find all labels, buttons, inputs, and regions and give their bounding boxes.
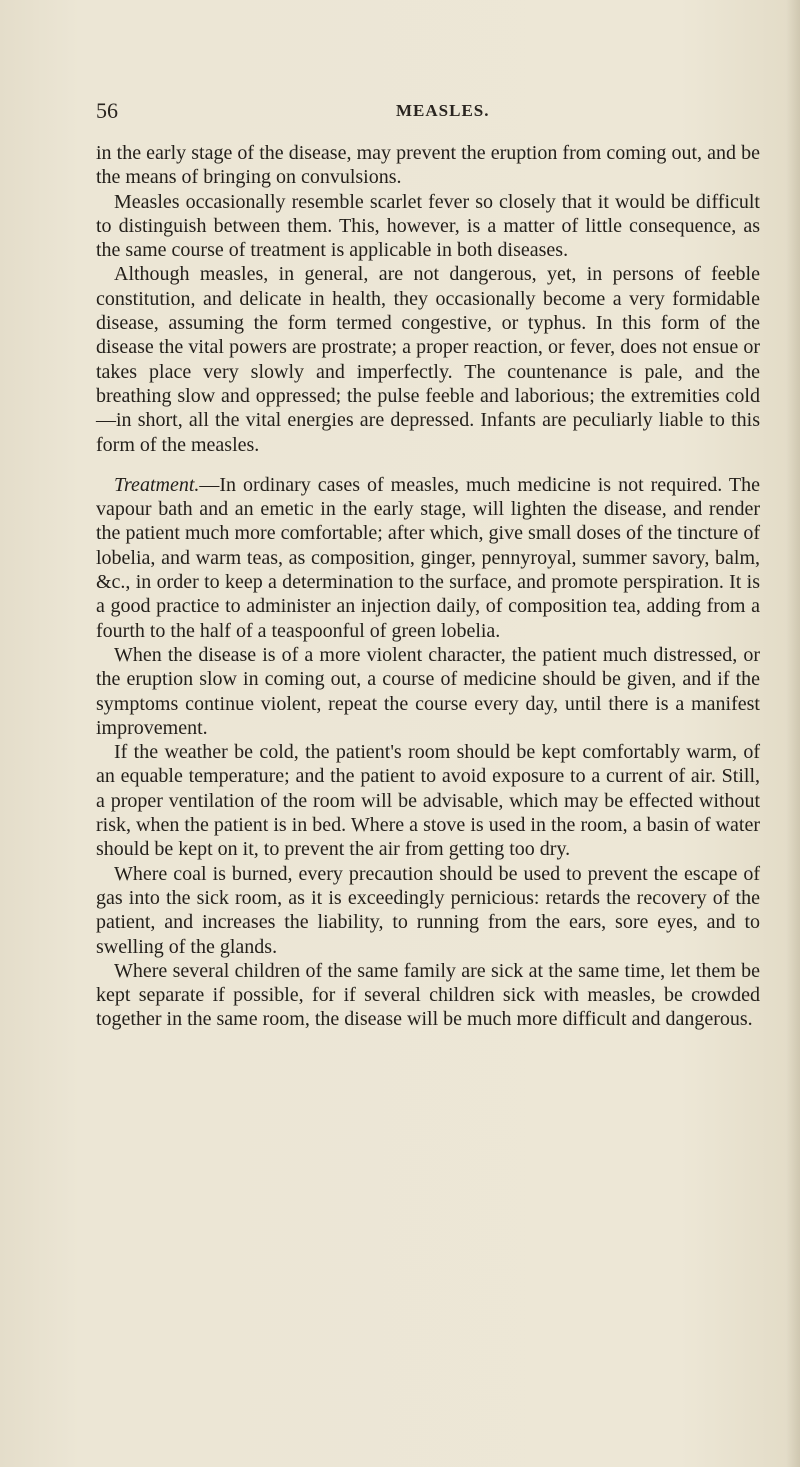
page-edge-shadow (786, 0, 800, 1467)
paragraph-treatment (96, 473, 760, 643)
paragraph-coal-gas: Where coal is burned, every precaution should be used to prevent the escape of gas into the sick room, as it is exceedingly pernicious: retards the recovery of the patient, and increases the liability, to running from the ears, sore eyes, and to swelling of the glands. (96, 862, 760, 958)
paragraph-continuation: in the early stage of the disease, may prevent the eruption from coming out, and be the means of bringing on convulsions. (96, 142, 760, 189)
paragraph-cold-weather: If the weather be cold, the patient's room should be kept comfortably warm, of an equable temperature; and the patient to avoid exposure to a current of air. Still, a proper ventilation of the room will be advisable, which may be effected without risk, when the patient is in bed. Where a stove is used in the room, a basin of water should be kept on it, to prevent the air from getting too dry. (96, 741, 760, 861)
page-header (96, 98, 746, 128)
running-head: MEASLES. (396, 101, 490, 120)
treatment-text: —In ordinary cases of measles, much medicine is not required. The vapour bath and an emetic in the early stage, will lighten the disease, and render the patient much more comfortable; after which, give small doses of the tincture of lobelia, and warm teas, as composition, ginger, pennyroyal, summer savory, balm, &c., in order to keep a determination to the surface, and promote perspiration. It is a good practice to administer an injection daily, of composition tea, adding from a fourth to the half of a teaspoonful of green lobelia. (96, 473, 760, 642)
body-text (96, 141, 760, 1032)
page-number: 56 (96, 98, 118, 123)
treatment-heading: Treatment. (114, 473, 200, 496)
paragraph-several-children: Where several children of the same family are sick at the same time, let them be kept separate if possible, for if several children sick with measles, be crowded together in the same room, the disease will be much more difficult and dangerous. (96, 959, 760, 1031)
paragraph-scarlet-fever: Measles occasionally resemble scarlet fever so closely that it would be difficult to distinguish between them. This, however, is a matter of little consequence, as the same course of treatment is applicable in both diseases. (96, 190, 760, 262)
paragraph-violent-character: When the disease is of a more violent character, the patient much distressed, or the eruption slow in coming out, a course of medicine should be given, and if the symptoms continue violent, repeat the course every day, until there is a manifest improvement. (96, 643, 760, 739)
paragraph-congestive-form: Although measles, in general, are not dangerous, yet, in persons of feeble constitution, and delicate in health, they occasionally become a very formidable disease, assuming the form termed congestive, or typhus. In this form of the disease the vital powers are prostrate; a proper reaction, or fever, does not ensue or takes place very slowly and imperfectly. The countenance is pale, and the breathing slow and oppressed; the pulse feeble and laborious; the extremities cold—in short, all the vital energies are depressed. Infants are peculiarly liable to this form of the measles. (96, 263, 760, 456)
